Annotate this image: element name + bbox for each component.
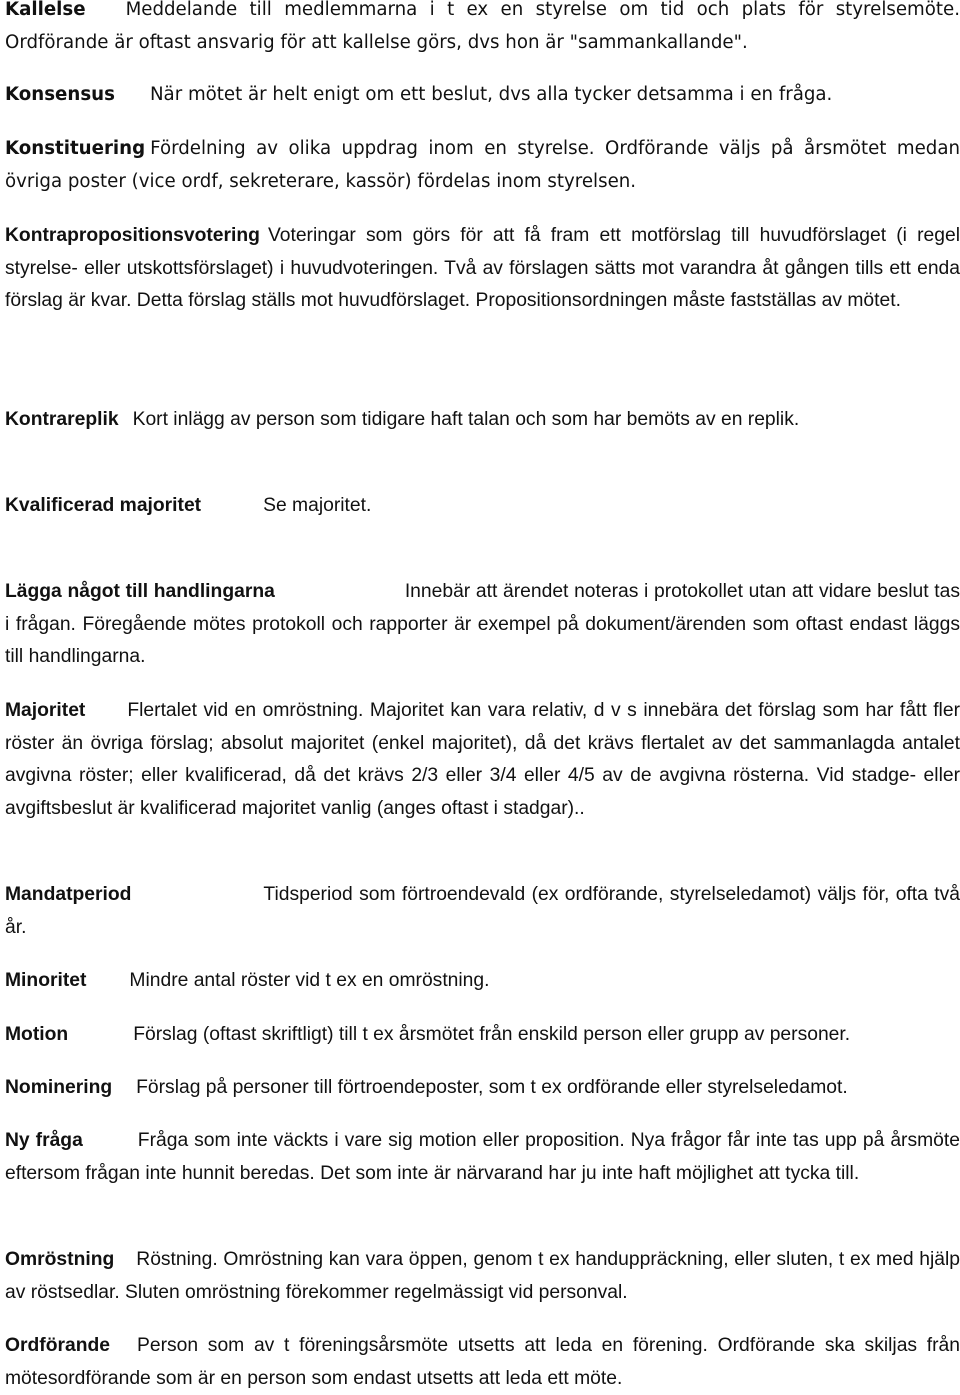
glossary-entry-mandatperiod — [5, 879, 960, 944]
glossary-entry-omrostning — [5, 1244, 960, 1309]
glossary-term: Kontrapropositionsvotering — [5, 225, 260, 246]
glossary-entry-motion — [5, 1019, 960, 1052]
glossary-term: Nominering — [5, 1077, 113, 1098]
glossary-definition: Kort inlägg av person som tidigare haft talan och som har bemöts av en replik. — [132, 409, 800, 430]
glossary-term: Ny fråga — [5, 1130, 83, 1151]
glossary-definition: Meddelande till medlemmarna i t ex en styrelse om tid och plats för styrelsemöte. Ordförande är oftast ansvarig för att kallelse görs, dvs hon är "sammankallande". — [5, 0, 960, 53]
glossary-definition: Innebär att ärendet noteras i protokollet utan att vidare beslut tas i frågan. Föregående mötes protokoll och rapporter är exempel på dokument/ärenden som oftast endast läggs till handlingarna. — [5, 581, 960, 668]
glossary-term: Lägga något till handlingarna — [5, 581, 275, 602]
glossary-term: Kontrareplik — [5, 409, 119, 430]
glossary-term: Minoritet — [5, 970, 87, 991]
glossary-term: Ordförande — [5, 1335, 110, 1356]
glossary-entry-minoritet — [5, 965, 960, 998]
glossary-definition: Voteringar som görs för att få fram ett motförslag till huvudförslaget (i regel styrelse- eller utskottsförslaget) i huvudvoteringen. Två av förslagen sätts mot varandra åt gången tills ett enda förslag är kvar. Detta förslag ställs mot huvudförslaget. Propositionsordningen måste fastställas av mötet. — [5, 225, 960, 312]
glossary-entry-konsensus — [5, 79, 960, 112]
glossary-term: Kallelse — [5, 0, 86, 20]
glossary-term: Majoritet — [5, 700, 86, 721]
glossary-term: Kvalificerad majoritet — [5, 495, 202, 516]
glossary-definition: Fråga som inte väckts i vare sig motion eller proposition. Nya frågor får inte tas upp på årsmöte eftersom frågan inte hunnit beredas. Det som inte är närvarand har ju inte haft möjlighet att tycka till. — [5, 1130, 960, 1184]
glossary-entry-kontrapropositionsvotering — [5, 220, 960, 318]
glossary-term: Motion — [5, 1024, 69, 1045]
glossary-definition: Flertalet vid en omröstning. Majoritet kan vara relativ, d v s innebära det förslag som har fått fler röster än övriga förslag; absolut majoritet (enkel majoritet), då det krävs flertalet av det sammanlagda antalet avgivna röster; eller kvalificerad, då det krävs 2/3 eller 3/4 eller 4/5 av de avgivna rösterna. Vid stadge- eller avgiftsbeslut är kvalificerad majoritet vanlig (anges oftast i stadgar).. — [5, 700, 960, 819]
glossary-entry-kallelse — [5, 0, 960, 59]
glossary-definition: Förslag (oftast skriftligt) till t ex årsmötet från enskild person eller grupp av personer. — [133, 1024, 851, 1045]
glossary-term: Konsensus — [5, 84, 115, 105]
glossary-entry-ny-fraga — [5, 1125, 960, 1190]
glossary-entry-ordforande — [5, 1330, 960, 1395]
glossary-entry-majoritet — [5, 695, 960, 825]
glossary-definition: Röstning. Omröstning kan vara öppen, genom t ex handuppräckning, eller sluten, t ex med hjälp av röstsedlar. Sluten omröstning förekommer regelmässigt vid personval. — [5, 1249, 960, 1303]
glossary-definition: Person som av t föreningsårsmöte utsetts att leda en förening. Ordförande ska skiljas från mötesordförande som är en person som endast utsetts att leda ett möte. — [5, 1335, 960, 1389]
glossary-entry-nominering — [5, 1072, 960, 1105]
glossary-term: Omröstning — [5, 1249, 115, 1270]
glossary-term: Mandatperiod — [5, 884, 132, 905]
glossary-entry-kvalificerad-majoritet — [5, 490, 960, 523]
glossary-definition: Se majoritet. — [263, 495, 372, 516]
glossary-definition: Förslag på personer till förtroendeposter, som t ex ordförande eller styrelseledamot. — [136, 1077, 848, 1098]
glossary-definition: Mindre antal röster vid t ex en omröstning. — [129, 970, 490, 991]
glossary-entry-konstituering — [5, 133, 960, 198]
glossary-definition: När mötet är helt enigt om ett beslut, dvs alla tycker detsamma i en fråga. — [149, 84, 833, 105]
glossary-entry-kontrareplik — [5, 404, 960, 437]
glossary-definition: Tidsperiod som förtroendevald (ex ordförande, styrelseledamot) väljs för, ofta två år. — [5, 884, 960, 938]
glossary-definition: Fördelning av olika uppdrag inom en styrelse. Ordförande väljs på årsmötet medan övriga poster (vice ordf, sekreterare, kassör) fördelas inom styrelsen. — [5, 138, 960, 192]
glossary-entry-lagga-till-handlingarna — [5, 576, 960, 674]
glossary-term: Konstituering — [5, 138, 146, 159]
